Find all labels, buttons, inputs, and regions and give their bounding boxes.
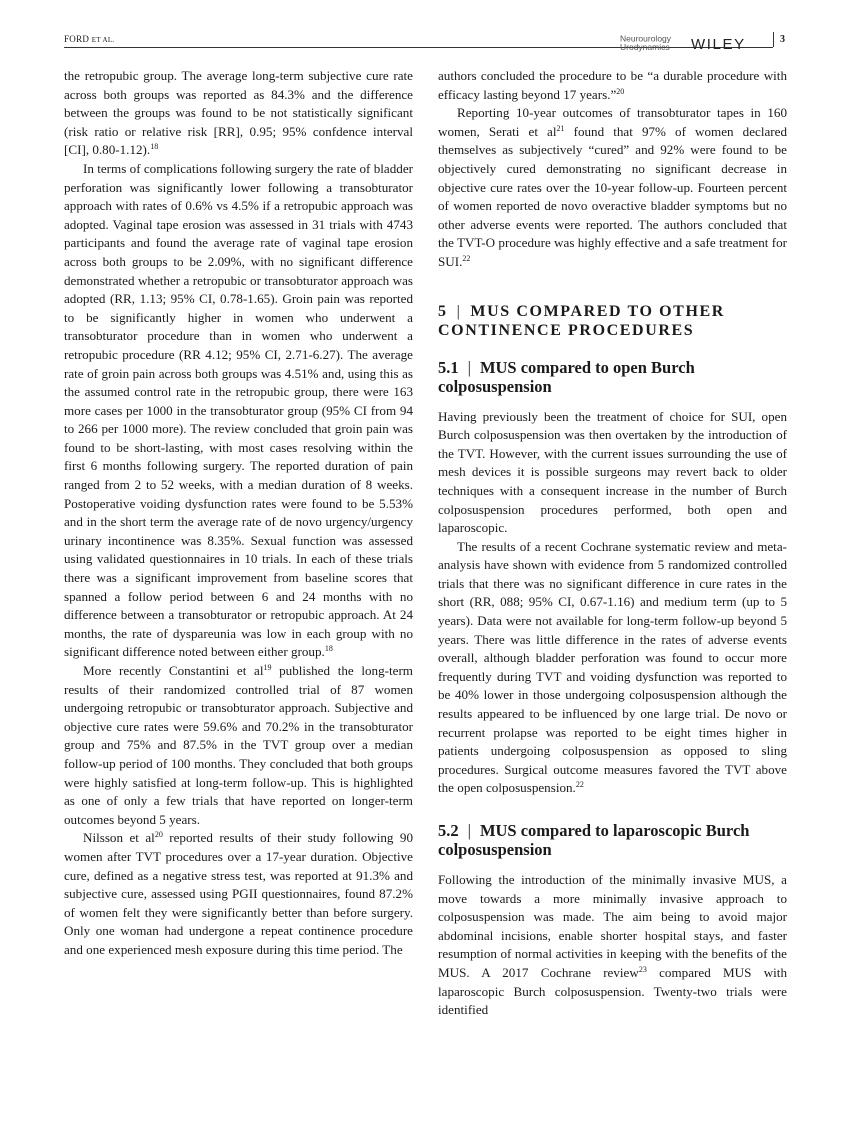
journal-logo-line2: Urodynamics <box>620 42 670 52</box>
paragraph: Nilsson et $al^{20}$ reported results of their study following 90 women after TVT procedures over a 17-year duration. Objective cure, defined as a negative stress test, was reported at 91.3% and subjective cure, assessed using PGII questionnaires, found 87.2% of women felt they were significantly better than before surgery. Only one woman had undergone a repeat continence procedure and one experienced mesh exposure during this time period. The <box>64 830 414 957</box>
citation-ref[interactable]: 22 <box>462 253 471 263</box>
citation-ref[interactable]: 19 <box>263 663 272 672</box>
paragraph: The results of a recent Cochrane systematic review and meta-analysis have shown with evidence from 5 randomized controlled trials that there was no significant difference in cure rates in the short (RR, 088; 95% CI, 0.67-1.16) and medium term (up to 5 years). Data were not available for long-term follow-up beyond 5 years. There was little difference in the rates of adverse events overall, although bladder perforation was found to occur more frequently during TVT and voiding dysfunction was reported to be 40% lower in those undergoing colposuspension although the results appeared to be influenced by one large trial. De novo or recurrent prolapse was reported to be eight times higher in patients undergoing colposuspension as opposed to sling procedures. Surgical outcome measures favored the TVT above the open colposuspension.$^{22}$ <box>438 538 787 796</box>
section-heading-5: 5 | MUS COMPARED TO OTHER CONTINENCE PROCEDURES <box>438 302 725 339</box>
paragraph: Following the introduction of the minimally invasive MUS, a move towards a more minimally invasive approach to colposuspension was made. The aim being to avoid major abdominal incisions, enable shorter hospital stays, and faster resumption of normal activities in keeping with the benefits of the MUS. A 2017 Cochrane review$^{23}$ compared MUS with laparoscopic Burch colposuspension. Twenty-two trials were identified <box>438 872 787 1018</box>
paragraph: In terms of complications following surgery the rate of bladder perforation was significantly lower following a transobturator approach with rates of 0.6% vs 4.5% if a retropubic approach was adopted. Vaginal tape erosion was assessed in 31 trials with 4743 participants and found the average rate of vaginal tape erosion across both groups to be 2.09%, with no significant difference demonstrated whether a retropubic or transobturator approach was adopted (RR, 1.13; 95% CI, 0.78-1.65). Groin pain was reported to be significantly higher in women who underwent a transobturator procedure than in women who underwent a retropubic procedure (RR 4.12; 95% CI, 2.71-6.27). The average rate of groin pain across both groups was 4.51% and, using this as the assumed control rate in the retropubic group, there were 163 more cases per 1000 in the transobturator group (95% CI from 94 to 266 per 1000 more). The review concluded that groin pain was found to be short-lasting, with most cases resolving within the first 6 months following surgery. The reported duration of pain ranged from 2 to 52 weeks, with a median duration of 8 weeks. Postoperative voiding dysfunction rates were found to be 5.53% and in the short term the average rate of de novo urgency/urgency urinary incontinence was 8.35%. Sexual function was assessed using validated questionnaires in 10 trials. In each of these trials there was a significant improvement from baseline scores that spanned a follow period between 6 and 24 months with no difference between a transobturator or retropubic approach. At 24 months, the rate of dyspareunia was low in each group with no significant difference noted between either group.$^{18}$ <box>64 160 413 660</box>
journal-logo-line1: Neurourology <box>620 33 672 44</box>
citation-ref[interactable]: 23 <box>638 964 647 974</box>
citation-ref[interactable]: 22 <box>575 780 584 790</box>
subsection-heading-5-2: 5.2 | MUS compared to laparoscopic Burch colposuspension <box>438 821 750 859</box>
paragraph: authors concluded the procedure to be “a durable procedure with efficacy lasting beyond 17 years.”$^{20}$ <box>438 68 787 102</box>
publisher-logo: WILEY <box>691 36 746 53</box>
paragraph: Reporting 10-year outcomes of transobturator tapes in 160 women, Serati et $al^{21}$ found that 97% of women declared themselves as subjectively “cured” and 92% were found to be objectively cured demonstrating no significant decrease in objective cure rates over the 10-year follow-up. Fourteen percent of women reported de novo overactive bladder symptoms but no other adverse events were reported. The authors concluded that the TVT-O procedure was highly effective and a safe treatment for SUI.$^{22}$ <box>438 105 787 269</box>
citation-ref[interactable]: 20 <box>616 86 625 96</box>
citation-ref[interactable]: 20 <box>154 830 163 840</box>
page-number: 3 <box>780 34 785 45</box>
running-header <box>64 32 789 53</box>
paragraph: Having previously been the treatment of choice for SUI, open Burch colposuspension was then overtaken by the introduction of the TVT. However, with the current issues surrounding the use of mesh devices it is possible surgeons may revert back to older techniques with a consequent increase in the number of Burch colposuspension procedures performed, both open and laparoscopic. <box>438 408 787 536</box>
subsection-heading-5-1: 5.1 | MUS compared to open Burch colposuspension <box>438 357 695 396</box>
header-author-etal: ET AL. <box>91 36 115 44</box>
left-column <box>64 67 413 960</box>
page-number-divider <box>773 32 774 47</box>
citation-ref[interactable]: 18 <box>150 142 159 152</box>
paragraph: the retropubic group. The average long-term subjective cure rate across both groups was reported as 84.3% and the difference between the groups was found to be not statistically significant (risk ratio or relative risk [RR], 0.95; 95% confdence interval [CI], 0.80-1.12).$^{18}$ <box>64 68 413 158</box>
citation-ref[interactable]: 18 <box>324 644 333 654</box>
paragraph: More recently Constantini et $al^{19}$ published the long-term results of their randomized controlled trial of 87 women undergoing retropubic or transobturator approach. Subjective and objective cure rates were 59.6% and 70.2% in the transobturator group and 75% and 87.5% in the TVT group over a median follow-up period of 100 months. They concluded that both groups were highly satisfied at long-term follow-up. This is highlighted as one of only a few trials that have reported on longer-term outcomes beyond 5 years. <box>64 663 413 827</box>
header-authors <box>64 34 114 44</box>
right-column <box>438 67 787 1020</box>
header-author-name: FORD <box>64 34 90 44</box>
journal-logo <box>618 33 690 53</box>
citation-ref[interactable]: 21 <box>556 123 565 133</box>
